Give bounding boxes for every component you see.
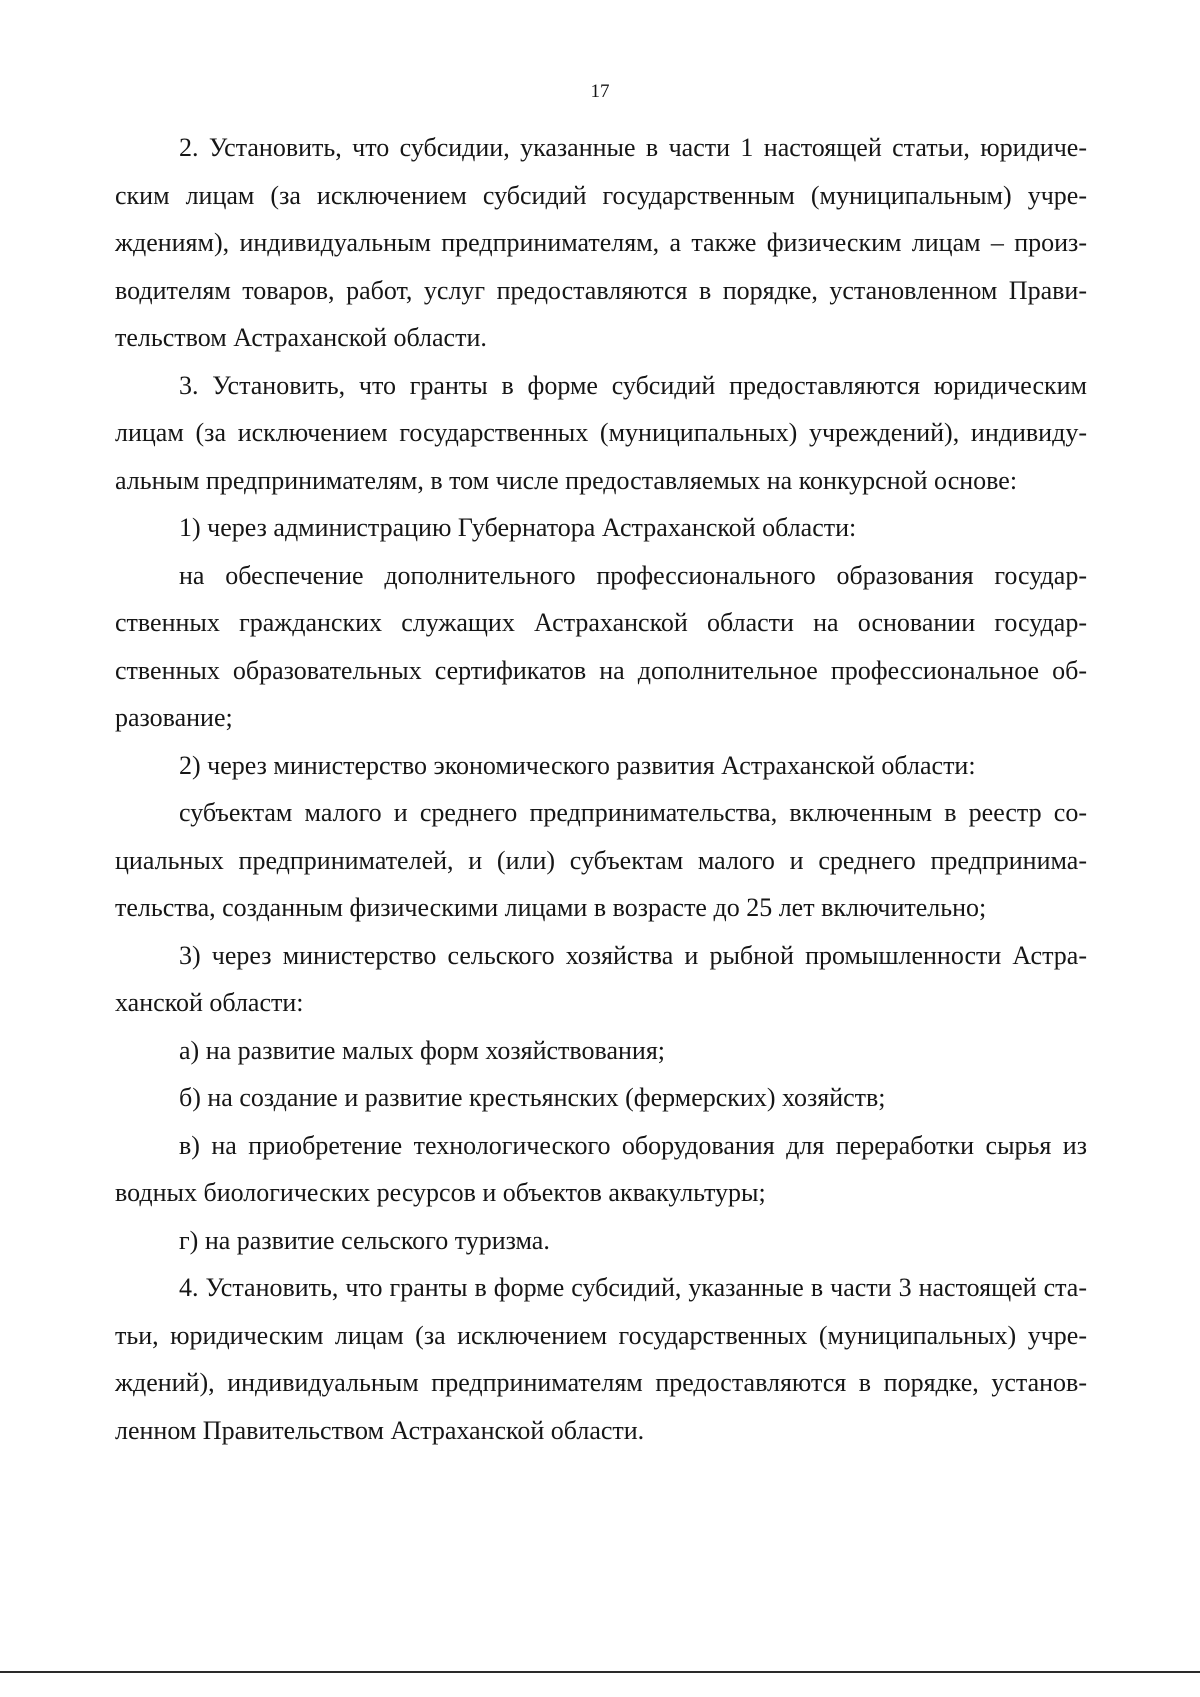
page-number: 17 bbox=[590, 81, 610, 102]
paragraph-4: 4. Установить, что гранты в форме субсидий, указанные в части 3 настоящей статьи, юридическим лицам (за исключением государственных (муниципальных) учреждений), индивидуальным предпринимателям предоставляются в порядке, установленном Правительством Астраханской области. bbox=[115, 1273, 1087, 1445]
list-item-2-text: субъектам малого и среднего предпринимательства, включенным в реестр социальных предпринимателей, и (или) субъектам малого и среднего предпринимательства, созданным физическими лицами в возрасте до 25 лет включительно; bbox=[115, 798, 1087, 922]
paragraph-2: 2. Установить, что субсидии, указанные в части 1 настоящей статьи, юридическим лицам (за исключением субсидий государственным (муниципальным) учреждениям), индивидуальным предпринимателям, а также физическим лицам – производителям товаров, работ, услуг предоставляются в порядке, установленном Правительством Астраханской области. bbox=[115, 133, 1087, 352]
list-item-3-g: г) на развитие сельского туризма. bbox=[179, 1225, 550, 1255]
document-body bbox=[115, 124, 1087, 1454]
list-item-1: 1) через администрацию Губернатора Астраханской области: bbox=[179, 513, 857, 542]
list-item-2: 2) через министерство экономического развития Астраханской области: bbox=[179, 750, 976, 780]
list-item-3-v: в) на приобретение технологического оборудования для переработки сырья из водных биологических ресурсов и объектов аквакультуры; bbox=[115, 1130, 1087, 1207]
list-item-1-text: на обеспечение дополнительного профессионального образования государственных гражданских служащих Астраханской области на основании государственных образовательных сертификатов на дополнительное профессиональное образование; bbox=[115, 560, 1087, 732]
list-item-3-a: а) на развитие малых форм хозяйствования; bbox=[179, 1035, 666, 1065]
list-item-3: 3) через министерство сельского хозяйства и рыбной промышленности Астраханской области: bbox=[115, 940, 1087, 1017]
list-item-3-b: б) на создание и развитие крестьянских (фермерских) хозяйств; bbox=[179, 1083, 886, 1112]
footer-divider bbox=[0, 1671, 1200, 1673]
paragraph-3: 3. Установить, что гранты в форме субсидий предоставляются юридическим лицам (за исключением государственных (муниципальных) учреждений), индивидуальным предпринимателям, в том числе предоставляемых на конкурсной основе: bbox=[115, 370, 1087, 495]
